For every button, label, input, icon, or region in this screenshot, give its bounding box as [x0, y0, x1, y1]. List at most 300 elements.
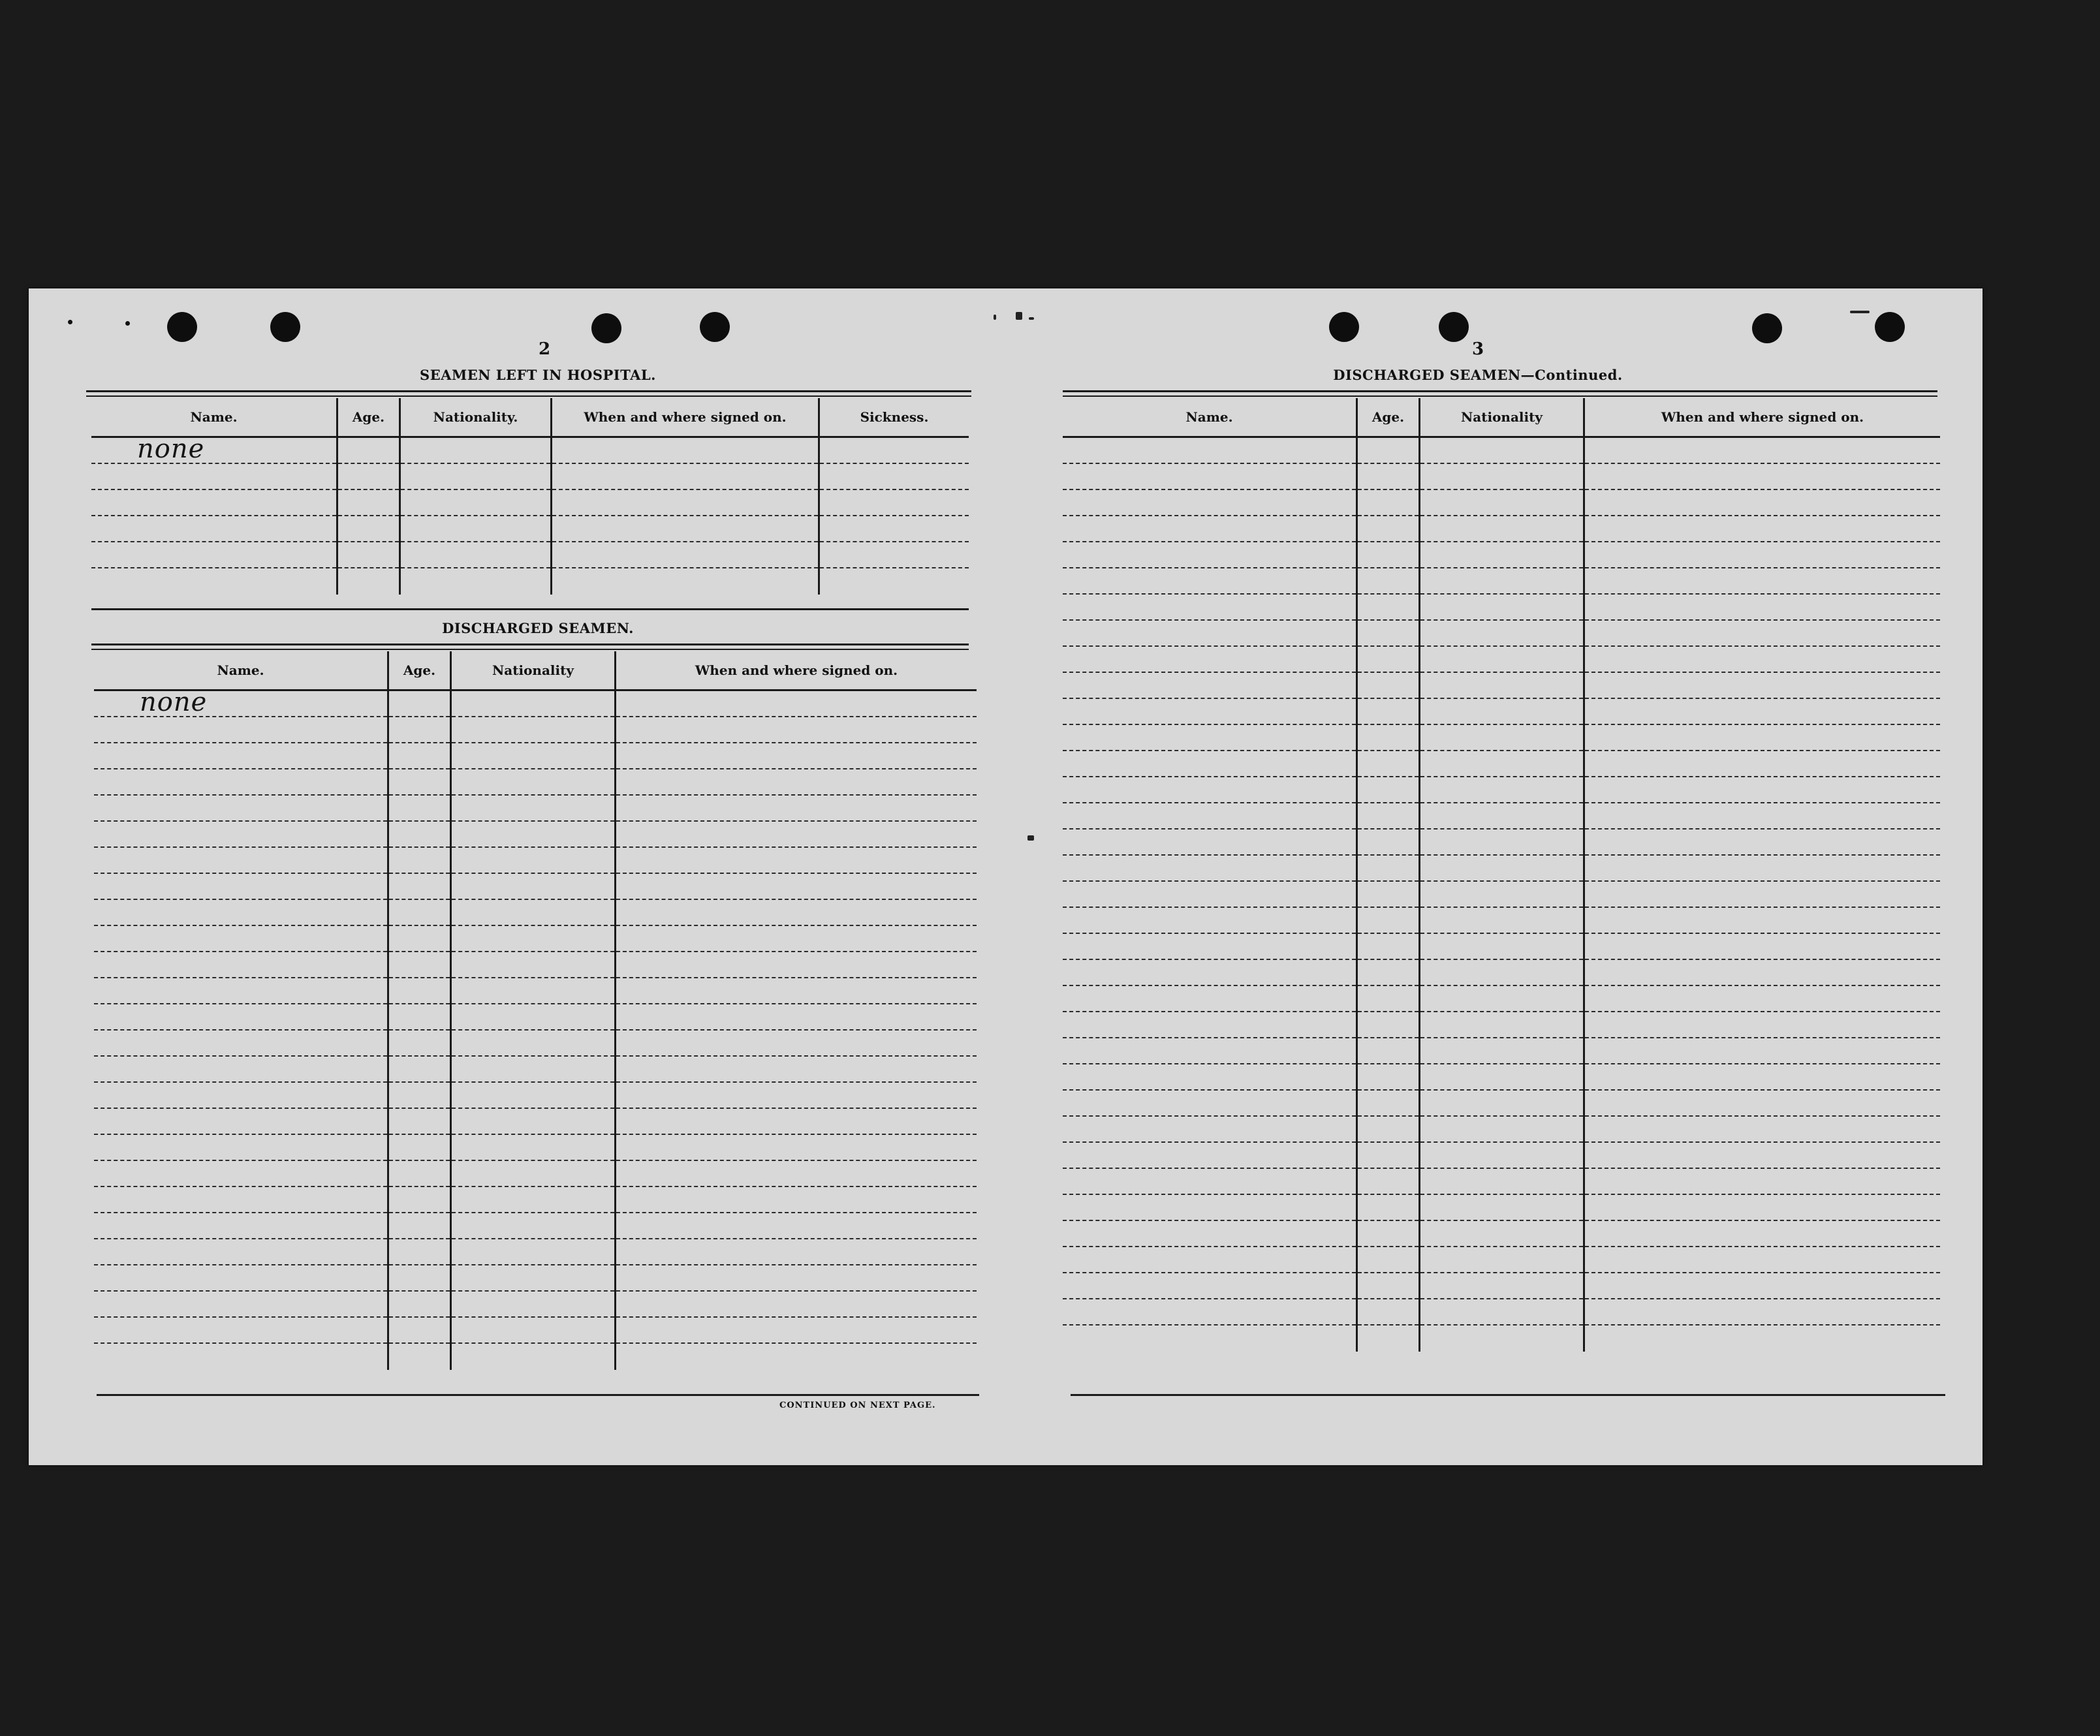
table-row	[1063, 1064, 1356, 1091]
column-header: Name.	[94, 651, 387, 691]
table-row	[452, 1292, 614, 1318]
speck	[125, 321, 130, 326]
table-row	[1585, 1143, 1940, 1169]
discharged-top-rule	[91, 643, 969, 645]
table-row	[401, 438, 550, 464]
table-row	[401, 464, 550, 490]
table-row	[389, 1344, 450, 1370]
table-row	[1358, 1038, 1418, 1064]
column-header: Sickness.	[820, 398, 969, 438]
table-row	[338, 464, 399, 490]
table-row	[401, 490, 550, 516]
table-row	[1358, 1091, 1418, 1117]
table-row	[452, 1004, 614, 1031]
table-row	[91, 542, 336, 568]
table-row	[1585, 568, 1940, 595]
table-row	[94, 687, 387, 717]
table-row	[1585, 856, 1940, 882]
table-row	[1358, 908, 1418, 934]
table-row	[452, 1265, 614, 1292]
table-row	[1585, 986, 1940, 1012]
punch-hole	[591, 313, 621, 343]
table-row	[452, 1318, 614, 1344]
table-row	[389, 1265, 450, 1292]
table-row	[389, 1318, 450, 1344]
table-row	[389, 900, 450, 926]
table-row	[452, 769, 614, 796]
table-row	[389, 1083, 450, 1109]
table-row	[1358, 803, 1418, 829]
table-row	[1063, 960, 1356, 986]
table-row	[1358, 516, 1418, 542]
page-number-left: 2	[538, 339, 551, 359]
table-row	[1420, 856, 1583, 882]
table-row	[1358, 856, 1418, 882]
table-row	[91, 434, 336, 464]
table-row	[94, 1057, 387, 1083]
discharged-col-signed-on	[616, 651, 977, 1370]
table-row	[1063, 673, 1356, 699]
table-row	[94, 978, 387, 1004]
discharged-table	[94, 651, 977, 1370]
table-row	[338, 490, 399, 516]
table-row	[616, 874, 977, 900]
table-row	[389, 743, 450, 769]
table-row	[1420, 882, 1583, 908]
table-row	[616, 900, 977, 926]
hospital-col-age	[338, 398, 401, 595]
table-row	[1420, 725, 1583, 751]
table-row	[452, 848, 614, 874]
column-header: Name.	[1063, 398, 1356, 438]
punch-hole	[1752, 313, 1782, 343]
table-row	[1358, 1064, 1418, 1091]
table-row	[1585, 1064, 1940, 1091]
table-row	[1063, 1325, 1356, 1352]
table-row	[1358, 621, 1418, 647]
discharged-col-age	[389, 651, 452, 1370]
table-row	[616, 1187, 977, 1213]
table-row	[1420, 647, 1583, 673]
table-row	[1585, 777, 1940, 803]
hospital-col-signed-on	[552, 398, 820, 595]
table-row	[401, 568, 550, 595]
table-row	[1420, 1299, 1583, 1325]
table-row	[616, 822, 977, 848]
hospital-col-nationality	[401, 398, 552, 595]
table-row	[616, 978, 977, 1004]
table-row	[1420, 1064, 1583, 1091]
table-row	[1420, 1273, 1583, 1299]
hospital-table	[91, 398, 969, 595]
punch-hole	[1875, 312, 1905, 342]
column-header: Age.	[389, 651, 450, 691]
table-row	[1585, 725, 1940, 751]
table-row	[1063, 725, 1356, 751]
table-row	[616, 952, 977, 978]
table-row	[1358, 464, 1418, 490]
table-row	[1420, 777, 1583, 803]
table-row	[94, 926, 387, 952]
table-row	[389, 1135, 450, 1161]
table-row	[452, 1239, 614, 1265]
table-row	[91, 490, 336, 516]
discharged-continued-table	[1063, 398, 1940, 1352]
table-row	[94, 900, 387, 926]
table-row	[389, 1057, 450, 1083]
table-row	[401, 516, 550, 542]
ledger-sheet	[29, 288, 1982, 1465]
table-row	[1420, 673, 1583, 699]
table-row	[94, 848, 387, 874]
table-row	[389, 952, 450, 978]
table-row	[1358, 934, 1418, 960]
table-row	[1063, 908, 1356, 934]
table-row	[820, 438, 969, 464]
table-row	[1585, 1273, 1940, 1299]
table-row	[1420, 751, 1583, 777]
table-row	[1358, 542, 1418, 568]
table-row	[452, 743, 614, 769]
table-row	[389, 848, 450, 874]
table-row	[552, 464, 818, 490]
table-row	[94, 1161, 387, 1187]
speck	[1016, 312, 1022, 320]
punch-hole	[1439, 312, 1469, 342]
table-row	[1585, 542, 1940, 568]
table-row	[1420, 986, 1583, 1012]
table-row	[94, 743, 387, 769]
table-row	[94, 1318, 387, 1344]
column-header: Age.	[1358, 398, 1418, 438]
table-row	[1585, 516, 1940, 542]
table-row	[338, 516, 399, 542]
table-row	[1585, 1247, 1940, 1273]
table-row	[389, 717, 450, 743]
table-row	[338, 438, 399, 464]
table-row	[94, 874, 387, 900]
table-row	[1358, 490, 1418, 516]
discharged-continued-title: DISCHARGED SEAMEN—Continued.	[1333, 367, 1623, 383]
continued-top-rule-2	[1063, 395, 1937, 397]
table-row	[1063, 1169, 1356, 1195]
table-row	[1420, 542, 1583, 568]
table-row	[1585, 673, 1940, 699]
discharged-bottom-rule	[97, 1394, 979, 1396]
table-row	[1063, 490, 1356, 516]
table-row	[452, 1161, 614, 1187]
table-row	[616, 717, 977, 743]
table-row	[616, 1135, 977, 1161]
table-row	[616, 743, 977, 769]
table-row	[94, 822, 387, 848]
table-row	[616, 1109, 977, 1135]
table-row	[1063, 568, 1356, 595]
punch-hole	[270, 312, 300, 342]
table-row	[1585, 621, 1940, 647]
table-row	[1420, 1247, 1583, 1273]
hospital-section-title: SEAMEN LEFT IN HOSPITAL.	[420, 367, 656, 383]
table-row	[1585, 1012, 1940, 1038]
table-row	[1585, 960, 1940, 986]
table-row	[1358, 960, 1418, 986]
table-row	[1358, 1247, 1418, 1273]
table-row	[1063, 882, 1356, 908]
table-row	[1420, 829, 1583, 856]
table-row	[389, 978, 450, 1004]
table-row	[1063, 751, 1356, 777]
table-row	[401, 542, 550, 568]
table-row	[1420, 1038, 1583, 1064]
discharged-section-title: DISCHARGED SEAMEN.	[442, 620, 634, 636]
table-row	[1420, 1091, 1583, 1117]
hospital-bottom-rule	[91, 608, 969, 610]
table-row	[1420, 699, 1583, 725]
table-row	[94, 1265, 387, 1292]
table-row	[1358, 1273, 1418, 1299]
table-row	[94, 1344, 387, 1370]
continued-top-rule	[1063, 390, 1937, 392]
table-row	[1063, 464, 1356, 490]
continued-col-nationality	[1420, 398, 1585, 1352]
continued-bottom-rule	[1071, 1394, 1945, 1396]
table-row	[820, 490, 969, 516]
table-row	[389, 1187, 450, 1213]
hospital-top-rule-2	[86, 395, 971, 397]
continued-col-name	[1063, 398, 1358, 1352]
column-header: When and where signed on.	[616, 651, 977, 691]
table-row	[616, 1239, 977, 1265]
table-row	[1420, 568, 1583, 595]
table-row	[1585, 595, 1940, 621]
table-row	[1358, 1221, 1418, 1247]
column-header: Nationality	[1420, 398, 1583, 438]
column-header: When and where signed on.	[552, 398, 818, 438]
table-row	[1585, 438, 1940, 464]
table-row	[1585, 1325, 1940, 1352]
table-row	[94, 1187, 387, 1213]
table-row	[1585, 829, 1940, 856]
table-row	[452, 874, 614, 900]
hospital-col-name	[91, 398, 338, 595]
table-row	[1358, 1012, 1418, 1038]
table-row	[1585, 882, 1940, 908]
table-row	[820, 542, 969, 568]
table-row	[1063, 438, 1356, 464]
table-row	[1063, 516, 1356, 542]
table-row	[94, 1239, 387, 1265]
table-row	[1420, 621, 1583, 647]
table-row	[616, 1344, 977, 1370]
table-row	[452, 1057, 614, 1083]
handwritten-entry: none	[140, 687, 208, 717]
table-row	[616, 1057, 977, 1083]
table-row	[1585, 1195, 1940, 1221]
table-row	[452, 926, 614, 952]
table-row	[1420, 803, 1583, 829]
table-row	[91, 568, 336, 595]
table-row	[1585, 699, 1940, 725]
table-row	[616, 926, 977, 952]
table-row	[1420, 1221, 1583, 1247]
table-row	[1585, 647, 1940, 673]
table-row	[389, 1161, 450, 1187]
table-row	[1420, 1012, 1583, 1038]
table-row	[1063, 1012, 1356, 1038]
table-row	[1585, 751, 1940, 777]
table-row	[1063, 1038, 1356, 1064]
table-row	[389, 796, 450, 822]
table-row	[1063, 829, 1356, 856]
table-row	[1063, 1143, 1356, 1169]
table-row	[1358, 1195, 1418, 1221]
table-row	[616, 1004, 977, 1031]
table-row	[452, 796, 614, 822]
table-row	[1358, 647, 1418, 673]
table-row	[1063, 699, 1356, 725]
table-row	[452, 1187, 614, 1213]
table-row	[1063, 803, 1356, 829]
table-row	[94, 952, 387, 978]
table-row	[1585, 1299, 1940, 1325]
table-row	[616, 1083, 977, 1109]
continued-note: CONTINUED ON NEXT PAGE.	[779, 1401, 936, 1410]
table-row	[1358, 777, 1418, 803]
table-row	[1063, 1221, 1356, 1247]
speck	[68, 320, 72, 324]
table-row	[820, 516, 969, 542]
punch-hole	[1329, 312, 1359, 342]
table-row	[1063, 1247, 1356, 1273]
table-row	[1585, 1038, 1940, 1064]
table-row	[1063, 595, 1356, 621]
table-row	[91, 516, 336, 542]
table-row	[1420, 1143, 1583, 1169]
column-header: When and where signed on.	[1585, 398, 1940, 438]
table-row	[1358, 1299, 1418, 1325]
table-row	[1358, 568, 1418, 595]
table-row	[389, 1239, 450, 1265]
table-row	[91, 464, 336, 490]
table-row	[452, 1031, 614, 1057]
table-row	[1585, 1169, 1940, 1195]
table-row	[616, 848, 977, 874]
table-row	[552, 490, 818, 516]
table-row	[1063, 986, 1356, 1012]
table-row	[1585, 908, 1940, 934]
table-row	[452, 952, 614, 978]
table-row	[1420, 1169, 1583, 1195]
table-row	[389, 1004, 450, 1031]
table-row	[94, 717, 387, 743]
table-row	[616, 1265, 977, 1292]
table-row	[452, 822, 614, 848]
speck	[1027, 835, 1034, 841]
table-row	[452, 717, 614, 743]
table-row	[1358, 595, 1418, 621]
table-row	[616, 1292, 977, 1318]
table-row	[389, 769, 450, 796]
table-row	[389, 822, 450, 848]
table-row	[616, 796, 977, 822]
column-header: Nationality.	[401, 398, 550, 438]
table-row	[1063, 621, 1356, 647]
table-row	[1585, 464, 1940, 490]
page-number-right: 3	[1471, 339, 1484, 359]
table-row	[1063, 1117, 1356, 1143]
table-row	[1420, 934, 1583, 960]
table-row	[452, 691, 614, 717]
table-row	[1358, 829, 1418, 856]
discharged-top-rule-2	[91, 649, 969, 650]
table-row	[616, 1161, 977, 1187]
table-row	[1420, 464, 1583, 490]
table-row	[552, 568, 818, 595]
table-row	[94, 1135, 387, 1161]
table-row	[1358, 438, 1418, 464]
table-row	[616, 769, 977, 796]
table-row	[1358, 1169, 1418, 1195]
table-row	[1358, 1325, 1418, 1352]
table-row	[389, 1031, 450, 1057]
speck	[1029, 317, 1034, 320]
table-row	[616, 1213, 977, 1239]
table-row	[616, 691, 977, 717]
column-header: Nationality	[452, 651, 614, 691]
table-row	[1063, 647, 1356, 673]
table-row	[94, 1004, 387, 1031]
table-row	[1063, 1091, 1356, 1117]
table-row	[1420, 438, 1583, 464]
punch-hole	[700, 312, 730, 342]
handwritten-entry: none	[137, 434, 205, 464]
column-header: Name.	[91, 398, 336, 438]
table-row	[94, 1031, 387, 1057]
table-row	[1358, 699, 1418, 725]
table-row	[452, 1083, 614, 1109]
table-row	[389, 1109, 450, 1135]
table-row	[389, 691, 450, 717]
continued-col-signed-on	[1585, 398, 1940, 1352]
table-row	[1358, 725, 1418, 751]
table-row	[1420, 960, 1583, 986]
table-row	[1420, 1325, 1583, 1352]
table-row	[1358, 751, 1418, 777]
table-row	[1358, 673, 1418, 699]
speck	[994, 315, 996, 320]
table-row	[452, 1109, 614, 1135]
table-row	[1358, 1143, 1418, 1169]
table-row	[338, 568, 399, 595]
table-row	[1585, 490, 1940, 516]
table-row	[94, 1109, 387, 1135]
table-row	[452, 1135, 614, 1161]
table-row	[552, 542, 818, 568]
table-row	[1358, 986, 1418, 1012]
discharged-col-name	[94, 651, 389, 1370]
table-row	[820, 464, 969, 490]
table-row	[389, 926, 450, 952]
table-row	[1420, 908, 1583, 934]
table-row	[1585, 803, 1940, 829]
continued-col-age	[1358, 398, 1420, 1352]
table-row	[1358, 882, 1418, 908]
table-row	[1420, 516, 1583, 542]
table-row	[452, 1344, 614, 1370]
table-row	[1063, 542, 1356, 568]
table-row	[1063, 777, 1356, 803]
table-row	[338, 542, 399, 568]
